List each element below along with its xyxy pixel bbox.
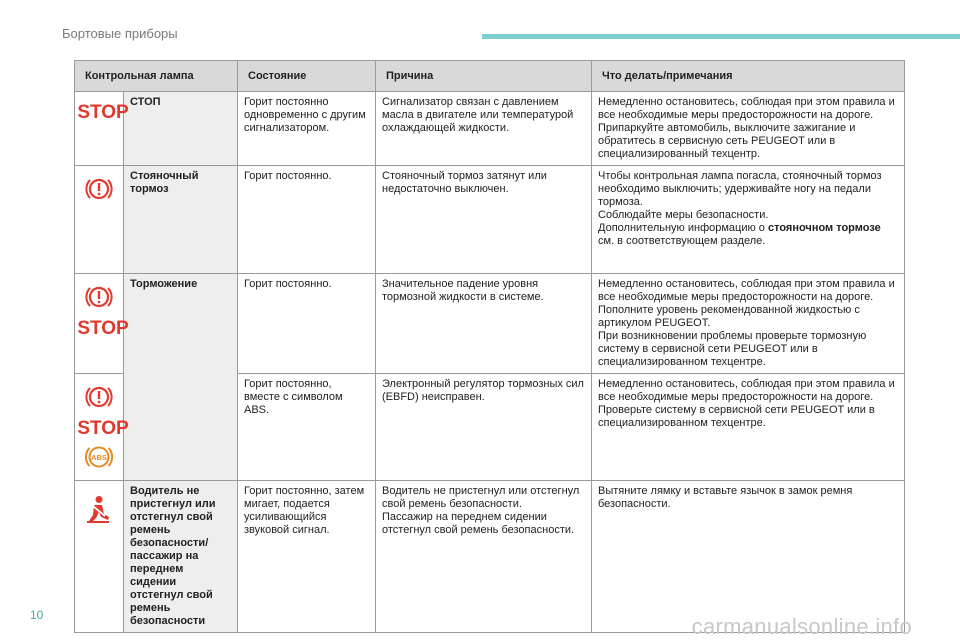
lamp-cause: Электронный регулятор тормозных сил (EBFD) неисправен.: [376, 374, 592, 481]
table-row: [75, 92, 905, 166]
abs-icon: [84, 442, 114, 472]
action-line: При возникновении проблемы проверьте тормозную систему в сервисной сети PEUGEOT или в специализированном техцентре.: [598, 330, 867, 368]
table-header-row: [75, 61, 905, 92]
svg-text:STOP: STOP: [77, 318, 129, 339]
lamp-cause: Значительное падение уровня тормозной жидкости в системе.: [376, 274, 592, 374]
table-row: [75, 274, 905, 374]
action-more-suffix: см. в соответствующем разделе.: [598, 235, 766, 247]
svg-text:STOP: STOP: [77, 102, 129, 123]
lamp-action: Немедленно остановитесь, соблюдая при этом правила и все необходимые меры предосторожности на дороге. Проверьте систему в сервисной сети PEUGEOT или в специализированном техцентре.: [592, 374, 905, 481]
header-accent-bar: [482, 34, 960, 39]
table-row: [75, 481, 905, 633]
exclamation-circle-icon: [84, 282, 114, 312]
lamp-state: Горит постоянно, затем мигает, подается усиливающийся звуковой сигнал.: [238, 481, 376, 633]
lamp-action: Немедленно остановитесь, соблюдая при этом правила и все необходимые меры предосторожности на дороге. Припаркуйте автомобиль, выключите зажигание и обратитесь в сервисную сеть PEUGEOT или в специализированный техцентр.: [592, 92, 905, 166]
lamp-state: Горит постоянно, вместе с символом ABS.: [238, 374, 376, 481]
exclamation-circle-icon: [84, 174, 114, 204]
action-line: Немедленно остановитесь, соблюдая при этом правила и все необходимые меры предосторожности на дороге.: [598, 278, 895, 303]
stop-icon: [77, 316, 129, 339]
lamp-state: Горит постоянно.: [238, 274, 376, 374]
lamp-icon-cell: [75, 481, 124, 633]
action-line: Пополните уровень рекомендованной жидкостью с артикулом PEUGEOT.: [598, 304, 860, 329]
stop-icon: [77, 416, 129, 439]
svg-text:STOP: STOP: [77, 418, 129, 439]
header-action: Что делать/примечания: [592, 61, 905, 92]
lamp-name: Торможение: [124, 274, 238, 481]
lamp-action: [592, 166, 905, 274]
cause-line: Пассажир на переднем сидении отстегнул свой ремень безопасности.: [382, 511, 575, 536]
lamp-cause: [376, 481, 592, 633]
table-row: [75, 166, 905, 274]
lamp-cause: Стояночный тормоз затянут или недостаточно выключен.: [376, 166, 592, 274]
lamp-state: Горит постоянно.: [238, 166, 376, 274]
lamp-icon-cell: [75, 92, 129, 166]
lamp-name: Стояночный тормоз: [124, 166, 238, 274]
lamp-icon-cell: [75, 274, 129, 374]
watermark: carmanualsonline.info: [691, 614, 912, 639]
action-more-prefix: Дополнительную информацию о: [598, 222, 765, 234]
page-number: 10: [30, 608, 44, 622]
lamp-action: [592, 274, 905, 374]
action-line: Чтобы контрольная лампа погасла, стояночный тормоз необходимо выключить; удерживайте ногу на педали тормоза.: [598, 170, 882, 208]
cause-line: Водитель не пристегнул или отстегнул свой ремень безопасности.: [382, 485, 580, 510]
action-more-info: [598, 222, 898, 248]
svg-text:ABS: ABS: [91, 453, 107, 462]
stop-icon: [77, 100, 129, 123]
lamp-state: Горит постоянно одновременно с другим сигнализатором.: [238, 92, 376, 166]
warning-lamps-table: [74, 60, 905, 633]
header-cause: Причина: [376, 61, 592, 92]
lamp-cause: Сигнализатор связан с давлением масла в двигателе или температурой охлаждающей жидкости.: [376, 92, 592, 166]
action-line: Соблюдайте меры безопасности.: [598, 209, 769, 221]
page-header-title: Бортовые приборы: [62, 26, 178, 41]
lamp-name: СТОП: [124, 92, 238, 166]
lamp-action: Вытяните лямку и вставьте язычок в замок ремня безопасности.: [592, 481, 905, 633]
exclamation-circle-icon: [84, 382, 114, 412]
header-state: Состояние: [238, 61, 376, 92]
lamp-icon-cell: [75, 374, 129, 481]
seatbelt-icon: [85, 495, 113, 525]
lamp-name: Водитель не пристегнул или отстегнул свой ремень безопасности/ пассажир на переднем сидении отстегнул свой ремень безопасности: [124, 481, 238, 633]
lamp-icon-cell: [75, 166, 124, 274]
parking-brake-reference: стояночном тормозе: [767, 222, 881, 234]
header-lamp: Контрольная лампа: [75, 61, 238, 92]
